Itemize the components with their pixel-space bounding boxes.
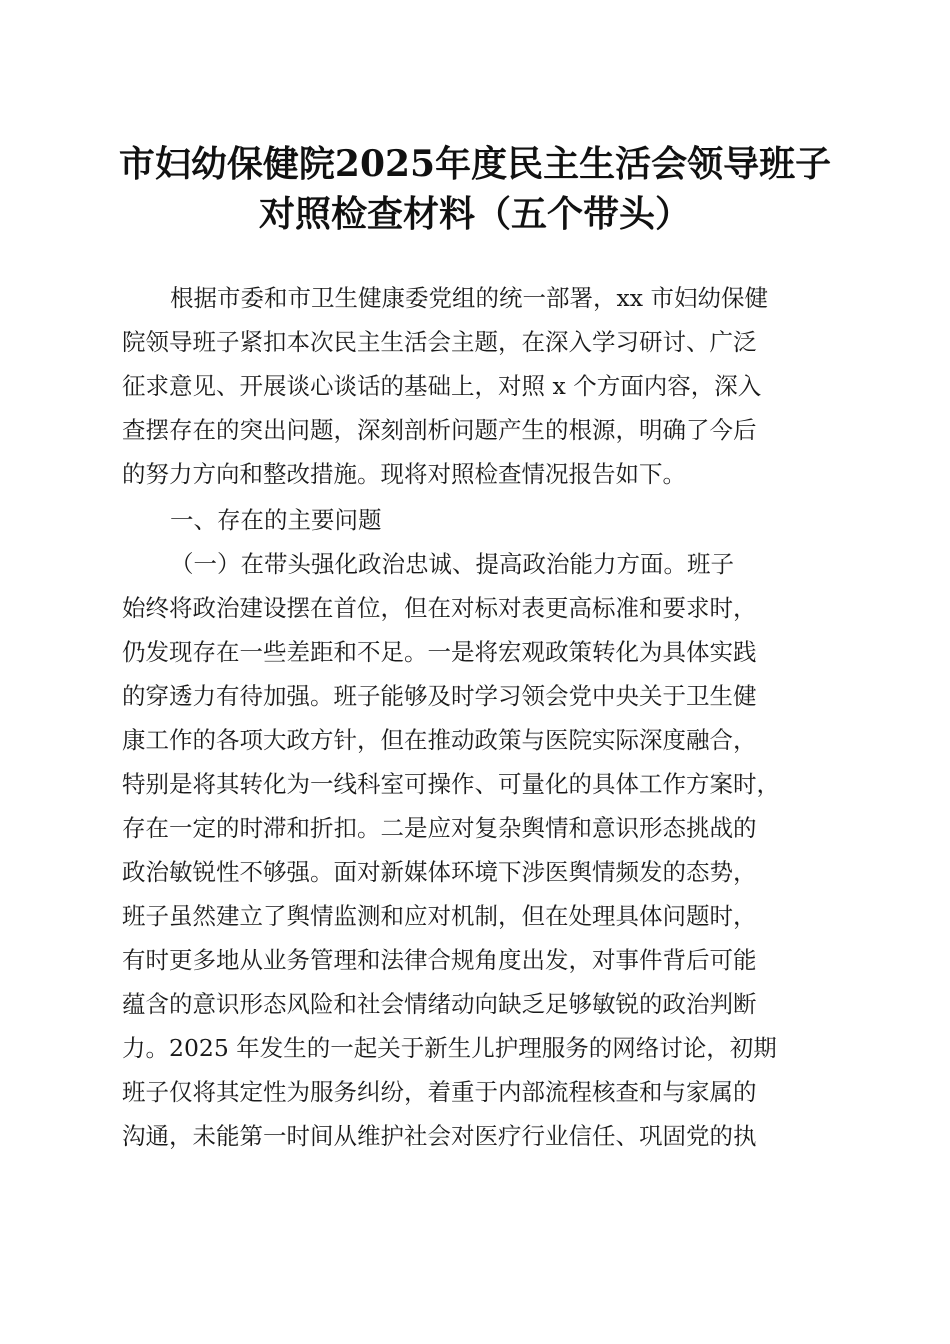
intro-line: 的努力方向和整改措施。现将对照检查情况报告如下。 — [122, 460, 686, 488]
body-line: 班子仅将其定性为服务纠纷，着重于内部流程核查和与家属的 — [122, 1078, 757, 1106]
body-line: 有时更多地从业务管理和法律合规角度出发，对事件背后可能 — [122, 946, 757, 974]
intro-line: 查摆存在的突出问题，深刻剖析问题产生的根源，明确了今后 — [122, 416, 757, 444]
intro-line: 征求意见、开展谈心谈话的基础上，对照 x 个方面内容，深入 — [122, 372, 762, 400]
body-line: 力。2025 年发生的一起关于新生儿护理服务的网络讨论，初期 — [122, 1034, 777, 1062]
body-line: 特别是将其转化为一线科室可操作、可量化的具体工作方案时， — [122, 770, 780, 798]
document-title-line-2: 对照检查材料（五个带头） — [258, 193, 691, 235]
body-line: 政治敏锐性不够强。面对新媒体环境下涉医舆情频发的态势， — [122, 858, 757, 886]
body-line: （一）在带头强化政治忠诚、提高政治能力方面。班子 — [170, 550, 734, 578]
body-line: 存在一定的时滞和折扣。二是应对复杂舆情和意识形态挑战的 — [122, 814, 757, 842]
body-line: 的穿透力有待加强。班子能够及时学习领会党中央关于卫生健 — [122, 682, 757, 710]
intro-line: 院领导班子紧扣本次民主生活会主题，在深入学习研讨、广泛 — [122, 328, 757, 356]
section-heading: 一、存在的主要问题 — [170, 506, 382, 534]
body-line: 始终将政治建设摆在首位，但在对标对表更高标准和要求时， — [122, 594, 757, 622]
body-line: 康工作的各项大政方针，但在推动政策与医院实际深度融合， — [122, 726, 757, 754]
body-line: 仍发现存在一些差距和不足。一是将宏观政策转化为具体实践 — [122, 638, 757, 666]
body-line: 蕴含的意识形态风险和社会情绪动向缺乏足够敏锐的政治判断 — [122, 990, 757, 1018]
body-line: 沟通，未能第一时间从维护社会对医疗行业信任、巩固党的执 — [122, 1122, 757, 1150]
document-title-line-1: 市妇幼保健院2025年度民主生活会领导班子 — [118, 143, 832, 185]
intro-line: 根据市委和市卫生健康委党组的统一部署，xx 市妇幼保健 — [170, 284, 768, 312]
body-line: 班子虽然建立了舆情监测和应对机制，但在处理具体问题时， — [122, 902, 757, 930]
